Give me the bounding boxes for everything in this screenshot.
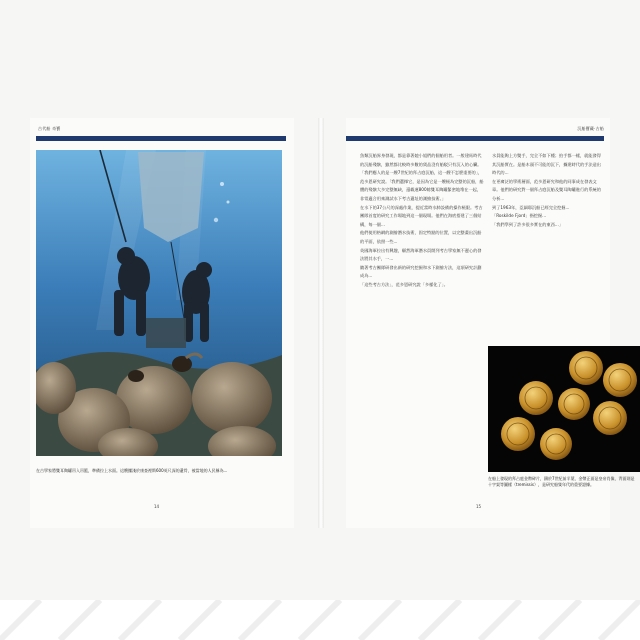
coin: [593, 401, 627, 435]
left-running-head: 古代船 奇寶: [38, 126, 61, 131]
paragraph: 他們使用格網的測繪潛水技術，固定特點的位置，以完整畫出沉船的平面，依照一些...: [360, 230, 482, 244]
right-running-head: 沉船寶藏·古船: [577, 126, 604, 131]
paragraph: 到了1963年，亞細耶沉船已經完全挖掘...: [492, 204, 570, 210]
body-column-2: [492, 152, 604, 229]
paragraph: 「這些考古方法」，范多恩研究說「多樣化了」。: [360, 281, 448, 287]
paragraph: 「Roskilde Fjord」指挖掘...: [492, 213, 547, 219]
underwater-photo: [36, 150, 282, 582]
coin: [569, 351, 603, 385]
gold-coins-image: [488, 346, 640, 472]
paragraph: 在水下的37公尺的深處作業，提近當時水肺設備的操作極限。考古團隊首度的研究工作場地到這一個現場。他們在海底搭建了三個結構，每一個...: [360, 204, 483, 227]
right-page: [346, 118, 635, 528]
underwater-photo-image: [36, 150, 282, 456]
paragraph: 隨著考古團隊研發出新的研究挖掘和水下測繪方法，這項研究計劃成為...: [360, 264, 482, 279]
left-header-rule: [36, 136, 286, 141]
book-gutter: [318, 118, 324, 528]
paragraph: 「我們應人的是一艘7世紀的拜占庭沉船，這一艘不怎麼重要的」，范多恩研究說。「我們選擇它，是因為它是一艘極為完整的沉船，船體的殘骸大多完整無缺，還載運800餘雙耳陶罐緊密地堆在一起，非常適合用來測試水下考古遺址的測繪技術。」: [360, 170, 484, 201]
photo-caption: 在古學家將雙耳陶罐吊入吊籃，準備拉上水面。這艘擱淺於康查裡斯600英尺深的遺骨，被當地的人民稱為...: [36, 468, 228, 473]
gold-coins-photo: [488, 346, 640, 472]
left-page-number: 14: [154, 504, 160, 509]
paragraph: 「我們學到了許多很多實在的東西...」: [492, 221, 563, 227]
body-column-1: [360, 152, 484, 290]
coin: [519, 381, 553, 415]
paragraph: 英國海軍拉出有興趣，願然海軍潛水員開列考古學家無不遲心的發法將其水手，一...: [360, 247, 482, 262]
coin: [603, 363, 637, 397]
coin: [558, 388, 590, 420]
bottom-edge-stripes: [0, 600, 640, 640]
coin: [540, 428, 572, 460]
coin: [501, 417, 535, 451]
right-header-rule: [346, 136, 604, 141]
coins-caption: 在船上發現的拜占庭金幣碎片，鑄於7世紀前半葉，金幣正面是皇帝肖像，背面則是十字架等圖樣（tremissis），是研究船隻年代的重要證據。: [488, 476, 635, 487]
paragraph: 水員能夠上方雙手，完全不如下種；拍手都一樣，就能發得其沉船實在。是船木頭不可能的沉下，據建時代的手法造出時代的...: [492, 153, 601, 176]
left-page: [30, 118, 294, 528]
right-page-number: 15: [476, 504, 482, 509]
paragraph: 在更廣泛的學術層面，范多恩研究和他的同事成在發表文章。他們的研究對一個拜占庭沉船及雙耳陶罐進行的系統的分析...: [492, 178, 601, 201]
paragraph: 魚類沉船界身發現，都是靠著她小姐們的個船用者。一般建馬時代的沉船殘骸，雖然都比較時多數的貨品沒有船駁只有沉入的心臟。: [360, 153, 482, 167]
